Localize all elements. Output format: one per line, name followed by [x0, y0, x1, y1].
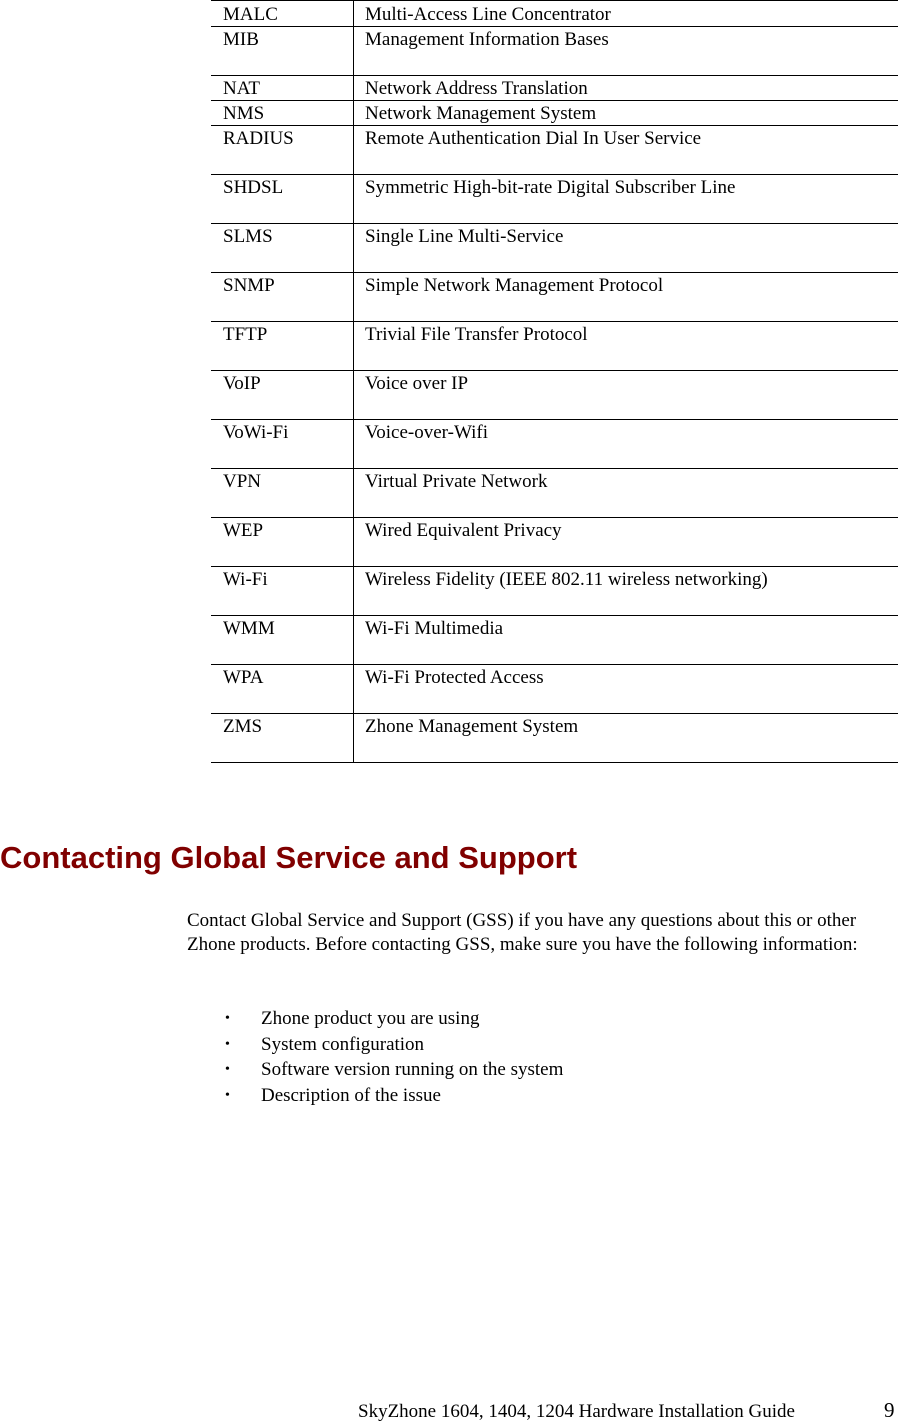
- abbreviation-definition: Management Information Bases: [354, 27, 898, 76]
- abbreviation-term: MALC: [211, 1, 354, 27]
- section-heading: Contacting Global Service and Support: [0, 838, 577, 878]
- table-row: [211, 76, 898, 101]
- abbreviations-table: [211, 0, 898, 763]
- abbreviation-definition: Multi-Access Line Concentrator: [354, 1, 898, 27]
- list-item: [187, 1057, 563, 1083]
- list-item-text: Software version running on the system: [261, 1059, 563, 1080]
- table-row: [211, 126, 898, 175]
- abbreviation-definition: Simple Network Management Protocol: [354, 273, 898, 322]
- abbreviation-term: SLMS: [211, 224, 354, 273]
- bullet-icon: •: [225, 1006, 230, 1032]
- list-item-text: System configuration: [261, 1034, 424, 1055]
- intro-paragraph: Contact Global Service and Support (GSS) if you have any questions about this or other Zhone products. Before contacting GSS, make sure you have the following information:: [187, 909, 887, 957]
- table-row: [211, 567, 898, 616]
- abbreviation-definition: Zhone Management System: [354, 714, 898, 763]
- abbreviation-term: WEP: [211, 518, 354, 567]
- table-row: [211, 616, 898, 665]
- bullet-icon: •: [225, 1083, 230, 1109]
- abbreviation-definition: Single Line Multi-Service: [354, 224, 898, 273]
- abbreviation-definition: Trivial File Transfer Protocol: [354, 322, 898, 371]
- abbreviation-definition: Wired Equivalent Privacy: [354, 518, 898, 567]
- page-number: 9: [884, 1398, 895, 1422]
- abbreviation-definition: Symmetric High-bit-rate Digital Subscriber Line: [354, 175, 898, 224]
- table-row: [211, 469, 898, 518]
- abbreviation-term: ZMS: [211, 714, 354, 763]
- table-row: [211, 322, 898, 371]
- abbreviation-term: SNMP: [211, 273, 354, 322]
- table-row: [211, 224, 898, 273]
- table-row: [211, 27, 898, 76]
- abbreviation-definition: Voice over IP: [354, 371, 898, 420]
- bullet-icon: •: [225, 1032, 230, 1058]
- abbreviation-term: NMS: [211, 101, 354, 126]
- table-row: [211, 420, 898, 469]
- abbreviation-term: SHDSL: [211, 175, 354, 224]
- table-row: [211, 714, 898, 763]
- abbreviation-definition: Voice-over-Wifi: [354, 420, 898, 469]
- page-footer: [0, 1400, 898, 1424]
- abbreviation-term: NAT: [211, 76, 354, 101]
- abbreviation-term: MIB: [211, 27, 354, 76]
- bullet-icon: •: [225, 1057, 230, 1083]
- table-row: [211, 518, 898, 567]
- abbreviation-term: VoIP: [211, 371, 354, 420]
- abbreviation-definition: Wireless Fidelity (IEEE 802.11 wireless networking): [354, 567, 898, 616]
- abbreviation-term: WPA: [211, 665, 354, 714]
- table-row: [211, 1, 898, 27]
- abbreviation-term: VoWi-Fi: [211, 420, 354, 469]
- table-row: [211, 273, 898, 322]
- abbreviation-definition: Network Management System: [354, 101, 898, 126]
- abbreviation-definition: Wi-Fi Multimedia: [354, 616, 898, 665]
- table-row: [211, 101, 898, 126]
- footer-guide-title: SkyZhone 1604, 1404, 1204 Hardware Installation Guide: [358, 1400, 795, 1424]
- abbreviation-definition: Remote Authentication Dial In User Service: [354, 126, 898, 175]
- abbreviation-definition: Wi-Fi Protected Access: [354, 665, 898, 714]
- abbreviation-term: Wi-Fi: [211, 567, 354, 616]
- abbreviation-term: VPN: [211, 469, 354, 518]
- abbreviations-table-body: [211, 1, 898, 763]
- abbreviation-definition: Virtual Private Network: [354, 469, 898, 518]
- abbreviation-term: TFTP: [211, 322, 354, 371]
- abbreviation-term: WMM: [211, 616, 354, 665]
- list-item-text: Zhone product you are using: [261, 1008, 479, 1029]
- table-row: [211, 175, 898, 224]
- table-row: [211, 371, 898, 420]
- list-item-text: Description of the issue: [261, 1085, 441, 1106]
- list-item: [187, 1032, 563, 1058]
- list-item: [187, 1083, 563, 1109]
- table-row: [211, 665, 898, 714]
- info-checklist: [187, 1006, 563, 1108]
- abbreviation-term: RADIUS: [211, 126, 354, 175]
- list-item: [187, 1006, 563, 1032]
- abbreviation-definition: Network Address Translation: [354, 76, 898, 101]
